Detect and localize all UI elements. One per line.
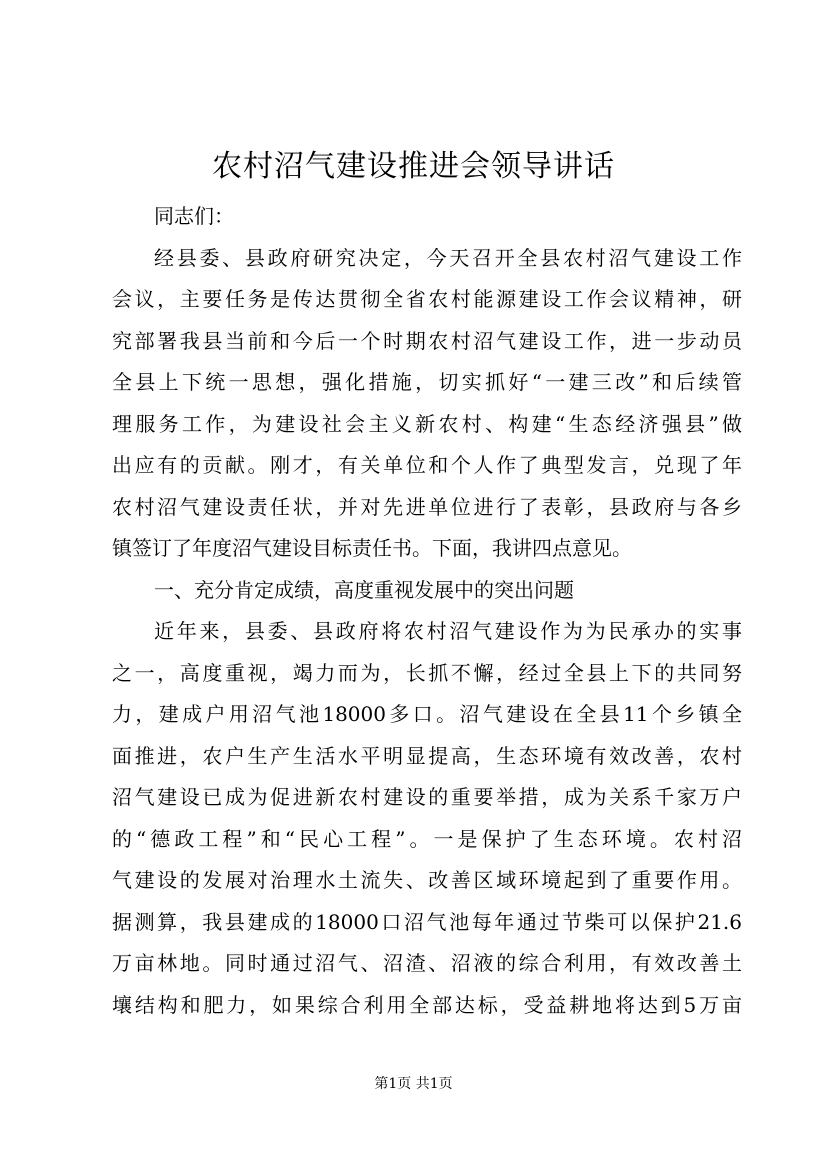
paragraph-line: 气建设的发展对治理水土流失、改善区域环境起到了重要作用。: [112, 868, 742, 892]
paragraph-line: 面推进，农户生产生活水平明显提高，生态环境有效改善，农村: [112, 743, 742, 768]
paragraph-line: 沼气建设已成为促进新农村建设的重要举措，成为关系千家万户: [112, 785, 742, 809]
paragraph-line: 壤结构和肥力，如果综合利用全部达标，受益耕地将达到5万亩: [112, 992, 742, 1017]
paragraph-line: 万亩林地。同时通过沼气、沼渣、沼液的综合利用，有效改善土: [112, 951, 742, 975]
paragraph-line: 的“德政工程”和“民心工程”。一是保护了生态环境。农村沼: [112, 826, 742, 851]
paragraph-line: 镇签订了年度沼气建设目标责任书。下面，我讲四点意见。: [112, 536, 632, 560]
section-heading: 一、充分肯定成绩，高度重视发展中的突出问题: [154, 577, 574, 602]
paragraph-line: 会议，主要任务是传达贯彻全省农村能源建设工作会议精神，研: [112, 287, 742, 311]
paragraph-line: 究部署我县当前和今后一个时期农村沼气建设工作，进一步动员: [112, 328, 742, 353]
paragraph-line: 近年来，县委、县政府将农村沼气建设作为为民承办的实事: [154, 619, 742, 643]
paragraph-line: 力，建成户用沼气池18000多口。沼气建设在全县11个乡镇全: [112, 702, 742, 726]
paragraph-line: 之一，高度重视，竭力而为，长抓不懈，经过全县上下的共同努: [112, 660, 742, 685]
document-title: 农村沼气建设推进会领导讲话: [212, 149, 615, 184]
salutation-line: 同志们：: [154, 204, 234, 228]
page-footer: 第1页 共1页: [374, 1076, 453, 1092]
paragraph-line: 经县委、县政府研究决定，今天召开全县农村沼气建设工作: [154, 245, 742, 270]
paragraph-line: 出应有的贡献。刚才，有关单位和个人作了典型发言，兑现了年: [112, 453, 742, 477]
paragraph-line: 全县上下统一思想，强化措施，切实抓好“一建三改”和后续管: [112, 370, 742, 394]
paragraph-line: 理服务工作，为建设社会主义新农村、构建“生态经济强县”做: [112, 411, 742, 436]
document-body: [112, 196, 742, 1026]
paragraph-line: 农村沼气建设责任状，并对先进单位进行了表彰，县政府与各乡: [112, 494, 742, 519]
paragraph-line: 据测算，我县建成的18000口沼气池每年通过节柴可以保护21.6: [112, 909, 742, 934]
